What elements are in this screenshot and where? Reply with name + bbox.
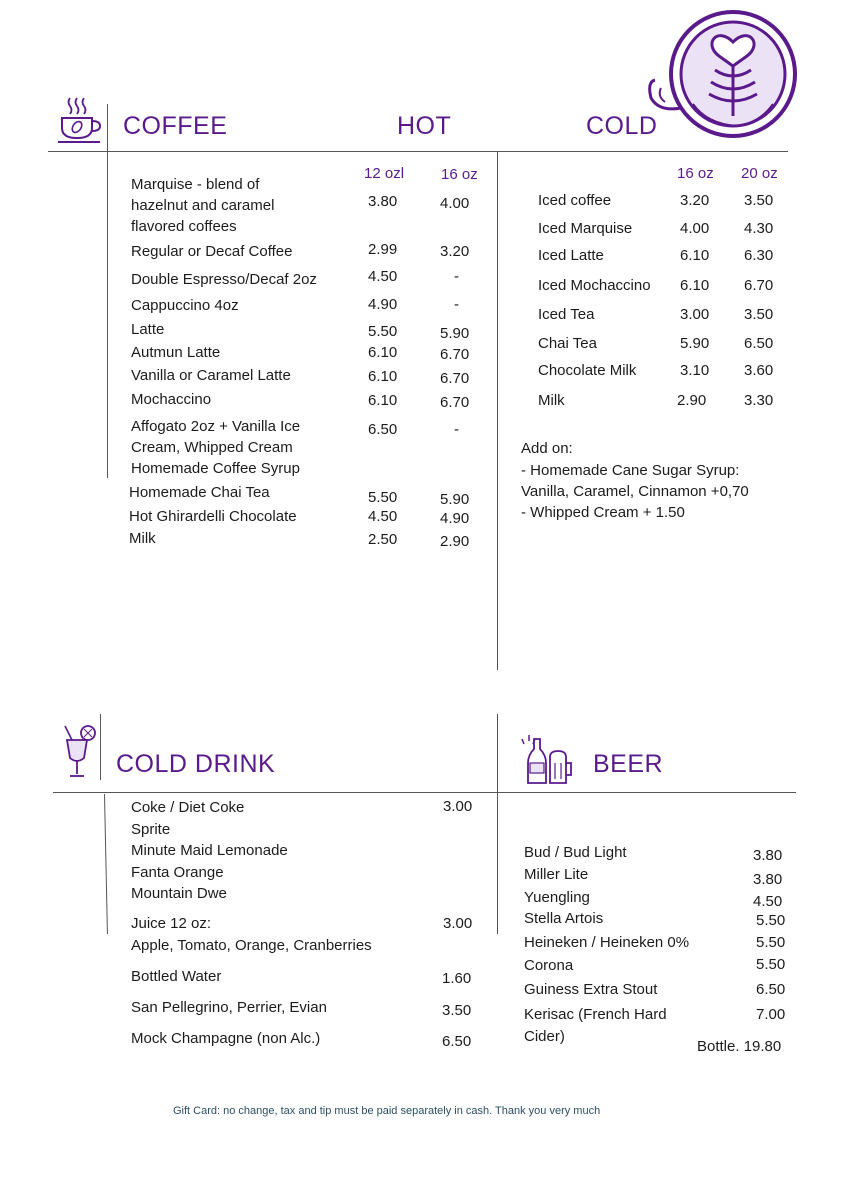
hot-item-name: flavored coffees: [131, 218, 237, 235]
hot-item-name: Hot Ghirardelli Chocolate: [129, 508, 297, 525]
beer-item-name: Kerisac (French Hard: [524, 1006, 667, 1023]
hot-item-price-16oz: 4.00: [440, 195, 470, 212]
beer-item-name: Corona: [524, 957, 574, 974]
hot-item-price-12oz: 6.10: [368, 368, 398, 385]
drinks-divider: [53, 792, 796, 793]
hot-item-price-12oz: 6.10: [368, 392, 398, 409]
cold-drink-price: 3.00: [443, 915, 473, 932]
cold-drink-name: Coke / Diet Coke: [131, 799, 245, 816]
hot-item-name: Mochaccino: [131, 391, 212, 408]
cold-drink-name: Apple, Tomato, Orange, Cranberries: [131, 936, 372, 954]
hot-item-price-12oz: 5.50: [368, 489, 398, 506]
coffee-title: COFFEE: [123, 112, 228, 140]
cold-item-price-16oz: 3.20: [680, 192, 710, 209]
cold-item-name: Iced Mochaccino: [538, 277, 651, 294]
cold-item-price-20oz: 3.50: [744, 306, 774, 323]
hot-item-name: Affogato 2oz + Vanilla Ice: [131, 418, 301, 435]
beer-item-name: Stella Artois: [524, 910, 604, 927]
hot-item-price-12oz: 4.90: [368, 296, 398, 313]
cold-size-16: 16 oz: [677, 165, 714, 182]
beer-title: BEER: [593, 750, 664, 778]
cold-item-price-20oz: 6.30: [744, 247, 774, 264]
cold-item-name: Chocolate Milk: [538, 362, 637, 379]
hot-item-name: Regular or Decaf Coffee: [131, 243, 293, 260]
beer-item-price: 5.50: [756, 956, 786, 973]
cold-drink-price: 1.60: [442, 970, 472, 987]
beer-item-name: Heineken / Heineken 0%: [524, 934, 690, 951]
cold-drink-name: San Pellegrino, Perrier, Evian: [131, 999, 327, 1016]
hot-cold-rule: [497, 152, 498, 670]
beer-item-name: Cider): [524, 1028, 565, 1045]
cold-item-price-16oz: 4.00: [680, 220, 710, 237]
hot-item-price-12oz: 2.99: [368, 241, 398, 258]
hot-item-price-12oz: 3.80: [368, 193, 398, 210]
cold-item-price-16oz: 3.00: [680, 306, 710, 323]
hot-item-price-12oz: 6.10: [368, 344, 398, 361]
cold-item-name: Iced Marquise: [538, 220, 633, 237]
hot-item-price-12oz: 2.50: [368, 531, 398, 548]
hot-item-name: Latte: [131, 321, 165, 338]
cold-item-name: Iced Tea: [538, 306, 595, 323]
cold-title: COLD: [586, 112, 658, 140]
cold-drink-price: 6.50: [442, 1033, 472, 1050]
cold-item-name: Chai Tea: [538, 335, 597, 352]
hot-item-price-16oz: 6.70: [440, 370, 470, 387]
cold-item-price-20oz: 4.30: [744, 220, 774, 237]
cold-drink-title: COLD DRINK: [116, 750, 276, 778]
hot-item-price-12oz: 4.50: [368, 268, 398, 285]
beer-item-price: 3.80: [753, 871, 783, 888]
cold-drink-left-rule: [100, 714, 101, 780]
hot-item-price-16oz: 5.90: [440, 325, 470, 342]
cold-item-name: Iced Latte: [538, 247, 604, 264]
beer-item-name: Miller Lite: [524, 866, 589, 883]
cocktail-icon: [62, 724, 98, 780]
hot-item-name: Milk: [129, 530, 156, 547]
hot-size-16: 16 oz: [441, 166, 478, 183]
hot-item-price-16oz: 6.70: [440, 346, 470, 363]
cold-item-price-20oz: 6.70: [744, 277, 774, 294]
hot-size-12: 12 ozl: [364, 165, 405, 182]
coffee-cup-icon: [56, 96, 104, 146]
hot-item-price-16oz: 3.20: [440, 243, 470, 260]
hot-item-name: Homemade Chai Tea: [129, 484, 270, 501]
cold-drink-name: Fanta Orange: [131, 863, 224, 881]
footer-note: Gift Card: no change, tax and tip must be paid separately in cash. Thank you very much: [173, 1105, 601, 1117]
cold-drink-price: 3.50: [442, 1002, 472, 1019]
cold-item-price-16oz: 5.90: [680, 335, 710, 352]
hot-item-name: Cappuccino 4oz: [131, 297, 239, 314]
hot-item-name: Cream, Whipped Cream: [131, 439, 293, 456]
cold-item-name: Milk: [538, 392, 565, 409]
cold-drink-slant-rule: [104, 794, 108, 934]
cold-item-price-16oz: 6.10: [680, 247, 710, 264]
hot-item-price-16oz: -: [454, 268, 459, 285]
hot-item-price-12oz: 6.50: [368, 421, 398, 438]
cold-size-20: 20 oz: [741, 165, 778, 182]
hot-item-price-12oz: 5.50: [368, 323, 398, 340]
cold-drink-name: Bottled Water: [131, 968, 222, 985]
cold-drink-name: Sprite: [131, 820, 171, 838]
beer-item-name: Guiness Extra Stout: [524, 981, 658, 998]
cold-drink-name: Juice 12 oz:: [131, 915, 212, 932]
beer-item-price: 3.80: [753, 847, 783, 864]
beer-icon: [519, 733, 579, 787]
hot-item-price-16oz: -: [454, 421, 459, 438]
cold-item-name: Iced coffee: [538, 192, 612, 209]
beer-item-name: Bud / Bud Light: [524, 844, 627, 861]
hot-item-price-12oz: 4.50: [368, 508, 398, 525]
cold-drink-price: 3.00: [443, 798, 473, 815]
cold-item-price-20oz: 3.30: [744, 392, 774, 409]
cold-item-price-20oz: 3.60: [744, 362, 774, 379]
bottle-note: Bottle. 19.80: [697, 1038, 782, 1055]
beer-item-name: Yuengling: [524, 889, 590, 906]
hot-item-price-16oz: 4.90: [440, 510, 470, 527]
hot-item-name: Autmun Latte: [131, 344, 221, 361]
hot-item-name: hazelnut and caramel: [131, 197, 275, 214]
beer-item-price: 7.00: [756, 1006, 786, 1023]
cold-item-price-16oz: 6.10: [680, 277, 710, 294]
beer-item-price: 5.50: [756, 934, 786, 951]
cold-drink-name: Mock Champagne (non Alc.): [131, 1030, 321, 1047]
hot-item-price-16oz: -: [454, 296, 459, 313]
hot-item-name: Homemade Coffee Syrup: [131, 460, 300, 477]
latte-art-icon: [645, 8, 805, 144]
cold-drink-name: Minute Maid Lemonade: [131, 842, 288, 859]
cold-drink-name: Mountain Dwe: [131, 885, 227, 902]
coffee-left-rule: [107, 104, 108, 478]
addon-title: Add on:: [521, 440, 573, 457]
cold-item-price-20oz: 3.50: [744, 192, 774, 209]
cold-item-price-16oz: 2.90: [677, 392, 707, 409]
hot-item-name: Double Espresso/Decaf 2oz: [131, 271, 317, 288]
beer-item-price: 6.50: [756, 981, 786, 998]
hot-item-price-16oz: 6.70: [440, 394, 470, 411]
coffee-divider: [48, 151, 788, 152]
hot-title: HOT: [397, 112, 452, 140]
cold-item-price-20oz: 6.50: [744, 335, 774, 352]
hot-item-price-16oz: 2.90: [440, 533, 470, 550]
hot-item-name: Marquise - blend of: [131, 176, 260, 193]
cold-item-price-16oz: 3.10: [680, 362, 710, 379]
drink-beer-rule: [497, 714, 498, 934]
addon-line: - Homemade Cane Sugar Syrup:: [521, 462, 740, 479]
beer-item-price: 4.50: [753, 893, 783, 910]
addon-line: - Whipped Cream + 1.50: [521, 504, 685, 521]
beer-item-price: 5.50: [756, 912, 786, 929]
hot-item-price-16oz: 5.90: [440, 491, 470, 508]
addon-line: Vanilla, Caramel, Cinnamon +0,70: [521, 483, 749, 500]
hot-item-name: Vanilla or Caramel Latte: [131, 367, 291, 384]
